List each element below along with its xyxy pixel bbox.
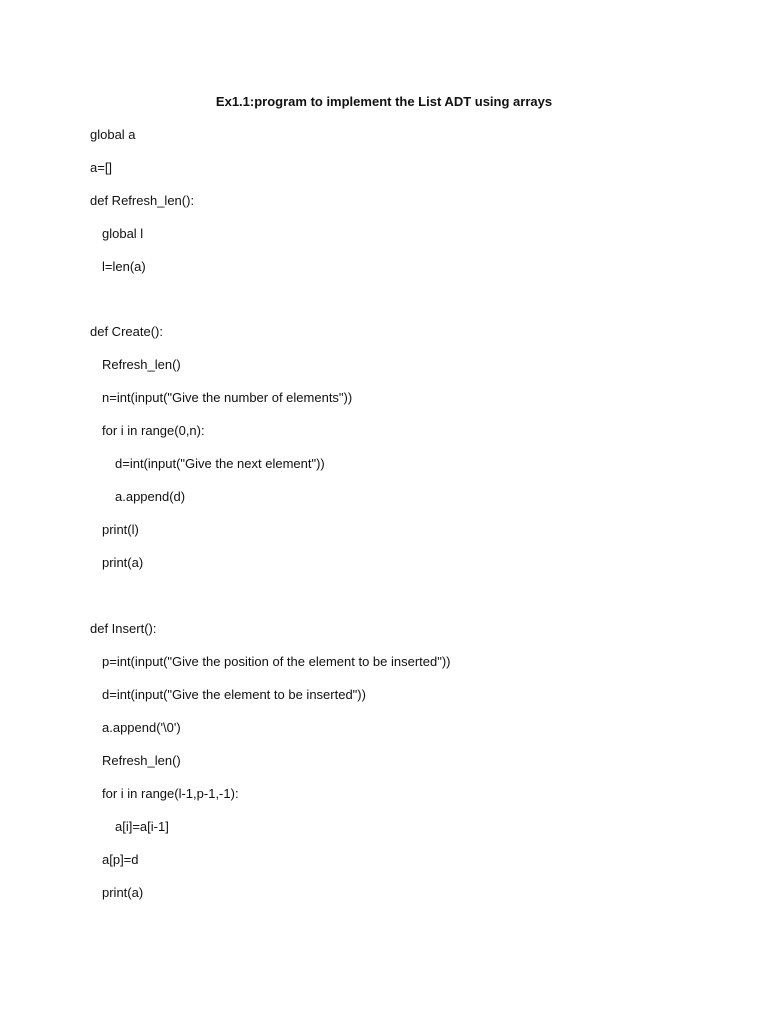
code-line-print-l: print(l) [102,522,139,537]
code-line-assign-p: a[p]=d [102,852,139,867]
code-line-insert-for: for i in range(l-1,p-1,-1): [102,786,239,801]
code-line-d-input-insert: d=int(input("Give the element to be inserted")) [102,687,366,702]
code-line-shift: a[i]=a[i-1] [115,819,169,834]
code-line-create-for: for i in range(0,n): [102,423,205,438]
code-line-def-refresh-len: def Refresh_len(): [90,193,195,208]
code-line-p-input: p=int(input("Give the position of the element to be inserted")) [102,654,451,669]
code-line-global-l: global l [102,226,144,241]
code-line-a-init: a=[] [90,160,113,175]
code-line-insert-print-a: print(a) [102,885,144,900]
code-line-create-print-a: print(a) [102,555,144,570]
code-line-insert-refresh: Refresh_len() [102,753,181,768]
code-line-def-insert: def Insert(): [90,621,157,636]
code-line-d-input-next: d=int(input("Give the next element")) [115,456,325,471]
document-title: Ex1.1:program to implement the List ADT using arrays [215,94,553,109]
code-line-append-d: a.append(d) [115,489,186,504]
code-line-create-refresh: Refresh_len() [102,357,181,372]
code-line-l-len: l=len(a) [102,259,146,274]
code-line-n-input: n=int(input("Give the number of elements")) [102,390,353,405]
code-line-global-a: global a [90,127,136,142]
code-line-append-null: a.append('\0') [102,720,181,735]
code-line-def-create: def Create(): [90,324,163,339]
